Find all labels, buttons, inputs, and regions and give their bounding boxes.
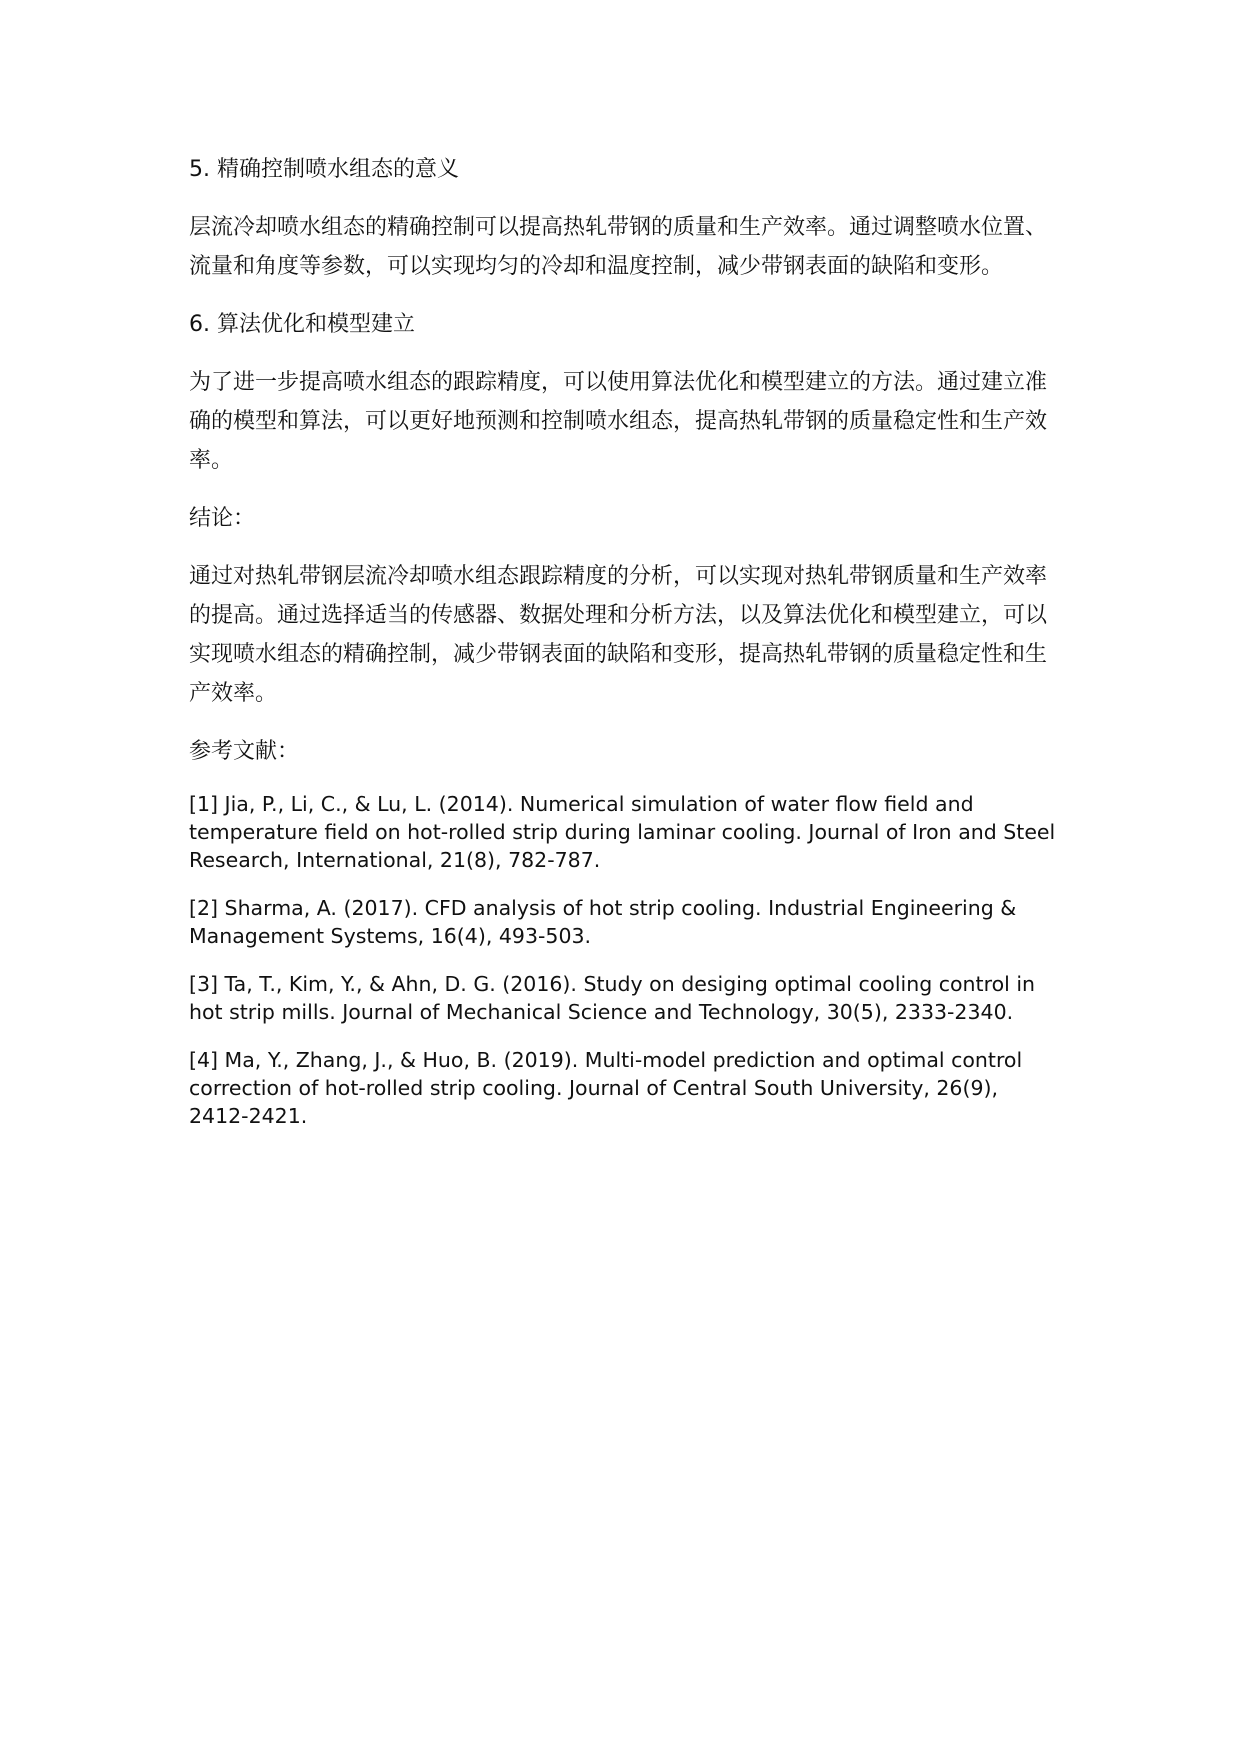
conclusion-heading: 结论： xyxy=(189,506,256,531)
section-paragraph-5: 层流冷却喷水组态的精确控制可以提高热轧带钢的质量和生产效率。通过调整喷水位置、流量和角度等参数，可以实现均匀的冷却和温度控制，减少带钢表面的缺陷和变形。 xyxy=(189,215,1048,279)
reference-item: [2] Sharma, A. (2017). CFD analysis of hot strip cooling. Industrial Engineering & Management Systems, 16(4), 493-503. xyxy=(189,896,1017,948)
reference-list xyxy=(189,790,1057,1130)
section-heading-6: 6. 算法优化和模型建立 xyxy=(189,312,415,337)
reference-item: [3] Ta, T., Kim, Y., & Ahn, D. G. (2016). Study on desiging optimal cooling control in hot strip mills. Journal of Mechanical Science and Technology, 30(5), 2333-2340. xyxy=(189,972,1036,1024)
references-heading: 参考文献： xyxy=(189,739,300,764)
document-page xyxy=(189,150,1057,1150)
section-heading-5: 5. 精确控制喷水组态的意义 xyxy=(189,157,459,182)
section-paragraph-6: 为了进一步提高喷水组态的跟踪精度，可以使用算法优化和模型建立的方法。通过建立准确的模型和算法，可以更好地预测和控制喷水组态，提高热轧带钢的质量稳定性和生产效率。 xyxy=(189,370,1048,473)
reference-item: [4] Ma, Y., Zhang, J., & Huo, B. (2019). Multi-model prediction and optimal control correction of hot-rolled strip cooling. Journal of Central South University, 26(9), 2412-2421. xyxy=(189,1048,1023,1128)
reference-item: [1] Jia, P., Li, C., & Lu, L. (2014). Numerical simulation of water flow field and temperature field on hot-rolled strip during laminar cooling. Journal of Iron and Steel Research, International, 21(8), 782-787. xyxy=(189,792,1056,872)
conclusion-paragraph: 通过对热轧带钢层流冷却喷水组态跟踪精度的分析，可以实现对热轧带钢质量和生产效率的提高。通过选择适当的传感器、数据处理和分析方法，以及算法优化和模型建立，可以实现喷水组态的精确控制，减少带钢表面的缺陷和变形，提高热轧带钢的质量稳定性和生产效率。 xyxy=(189,564,1048,706)
